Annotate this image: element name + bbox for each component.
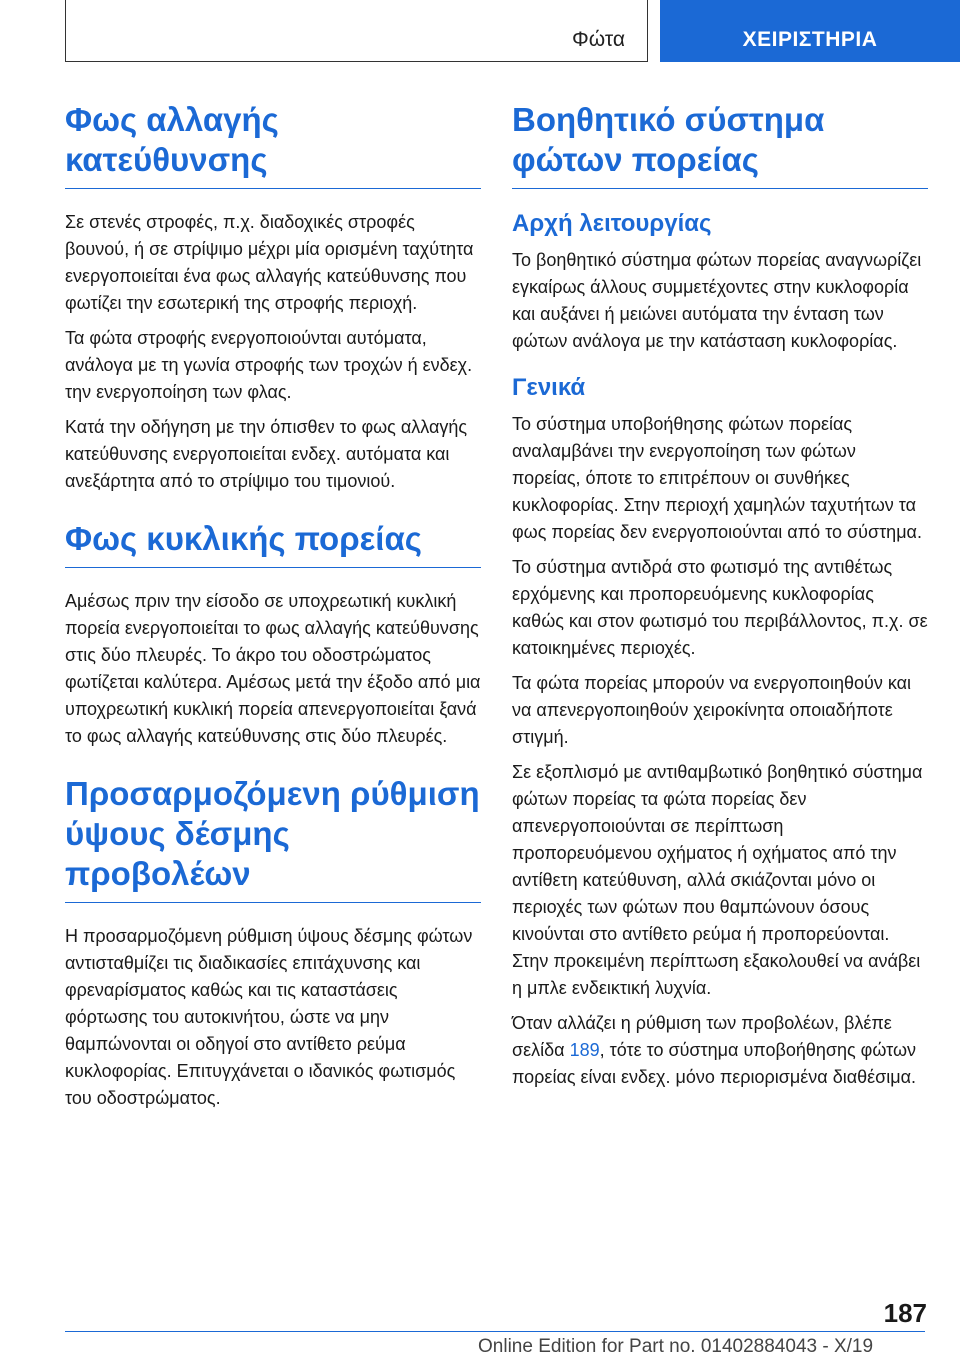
left-column — [65, 100, 481, 1120]
page-reference-link[interactable]: 189 — [569, 1040, 600, 1060]
paragraph: Το σύστημα υποβοήθησης φώτων πορείας αναλαμβάνει την ενεργοποίηση των φώτων πορείας, όποτε το επιτρέπουν οι συνθήκες κυκλοφορίας. Στην περιοχή χαμηλών ταχυτήτων τα φως πορείας δεν ενεργοποιούνται από το σύστημα. — [512, 414, 922, 542]
heading-high-beam-assistant: Βοηθητικό σύστημα φώτων πορείας — [512, 100, 928, 189]
page-number: 187 — [883, 1298, 927, 1328]
paragraph: Σε εξοπλισμό με αντιθαμβωτικό βοηθητικό σύστημα φώτων πορείας τα φώτα πορείας δεν απενεργοποιούνται σε περίπτωση προπορευόμενου οχήματος ή οχήματος από την αντίθετη κατεύθυνση, αλλά σκιάζονται μόνο οι περιοχές των φώτων που θαμπώνουν όσους κινούνται στο αντίθετο ρεύμα ή προπορεύονται. Στην προκειμένη περίπτωση εξακολουθεί να ανάβει η μπλε ενδεικτική λυχνία. — [512, 762, 923, 998]
section-turning-light — [65, 100, 481, 189]
paragraph: Σε στενές στροφές, π.χ. διαδοχικές στροφές βουνού, ή σε στρίψιμο μέχρι μία ορισμένη ταχύτητα ενεργοποιείται ένα φως αλλαγής κατεύθυνσης που φωτίζει την εσωτερική της στροφής περιοχή. — [65, 212, 474, 313]
paragraph: Τα φώτα στροφής ενεργοποιούνται αυτόματα, ανάλογα με τη γωνία στροφής των τροχών ή ενδεχ. την ενεργοποίηση των φλας. — [65, 328, 473, 402]
paragraph-with-link — [512, 1010, 928, 1091]
heading-turning-light: Φως αλλαγής κατεύθυνσης — [65, 100, 481, 189]
section-roundabout-light — [65, 519, 481, 568]
footer-edition: Online Edition for Part no. 01402884043 - X/19 — [478, 1336, 874, 1357]
heading-headlight-range: Προσαρμοζόμενη ρύθμιση ύψους δέσμης προβολέων — [65, 774, 481, 903]
subheading-principle: Αρχή λειτουργίας — [512, 210, 712, 237]
header-frame — [65, 0, 648, 62]
paragraph: Η προσαρμοζόμενη ρύθμιση ύψους δέσμης φώτων αντισταθμίζει τις διαδικασίες επιτάχυνσης και φρεναρίσματος καθώς και τις καταστάσεις φόρτωσης του αυτοκινήτου, ώστε να μην θαμπώνονται οι οδηγοί στο αντίθετο ρεύμα κυκλοφορίας. Επιτυγχάνεται ο ιδανικός φωτισμός του οδοστρώματος. — [65, 926, 473, 1108]
header-section-title: Φώτα — [572, 28, 625, 51]
header-chapter-tab[interactable]: ΧΕΙΡΙΣΤΗΡΙΑ — [660, 0, 960, 62]
section-headlight-range — [65, 774, 481, 903]
subheading-general: Γενικά — [512, 374, 586, 401]
text: , τότε το σύστημα υποβοήθησης φώτων πορείας είναι ενδεχ. μόνο περιορισμένα διαθέσιμα. — [512, 1040, 917, 1087]
text: Όταν αλλάζει η ρύθμιση των προβολέων, βλέπε σελίδα — [512, 1013, 892, 1060]
heading-roundabout-light: Φως κυκλικής πορείας — [65, 519, 481, 568]
section-high-beam-assistant — [512, 100, 928, 189]
footer-divider — [65, 1331, 925, 1332]
paragraph: Κατά την οδήγηση με την όπισθεν το φως αλλαγής κατεύθυνσης ενεργοποιείται ενδεχ. αυτόματα και ανεξάρτητα από το στρίψιμο του τιμονιού. — [65, 417, 468, 491]
paragraph: Το σύστημα αντιδρά στο φωτισμό της αντιθέτως ερχόμενης και προπορευόμενης κυκλοφορίας καθώς και στον φωτισμό του περιβάλλοντος, π.χ. σε κατοικημένες περιοχές. — [512, 557, 928, 658]
paragraph: Το βοηθητικό σύστημα φώτων πορείας αναγνωρίζει εγκαίρως άλλους συμμετέχοντες στην κυκλοφορία και αυξάνει ή μειώνει αυτόματα την ένταση των φώτων ανάλογα με την κατάσταση κυκλοφορίας. — [512, 250, 922, 351]
right-column — [512, 100, 928, 1099]
paragraph: Αμέσως πριν την είσοδο σε υποχρεωτική κυκλική πορεία ενεργοποιείται το φως αλλαγής κατεύθυνσης στις δύο πλευρές. Το άκρο του οδοστρώματος φωτίζεται καλύτερα. Αμέσως μετά την έξοδο από μια υποχρεωτική κυκλική πορεία απενεργοποιείται ξανά το φως αλλαγής κατεύθυνσης στις δύο πλευρές. — [65, 591, 481, 746]
paragraph: Τα φώτα πορείας μπορούν να ενεργοποιηθούν και να απενεργοποιηθούν χειροκίνητα οποιαδήποτε στιγμή. — [512, 673, 912, 747]
